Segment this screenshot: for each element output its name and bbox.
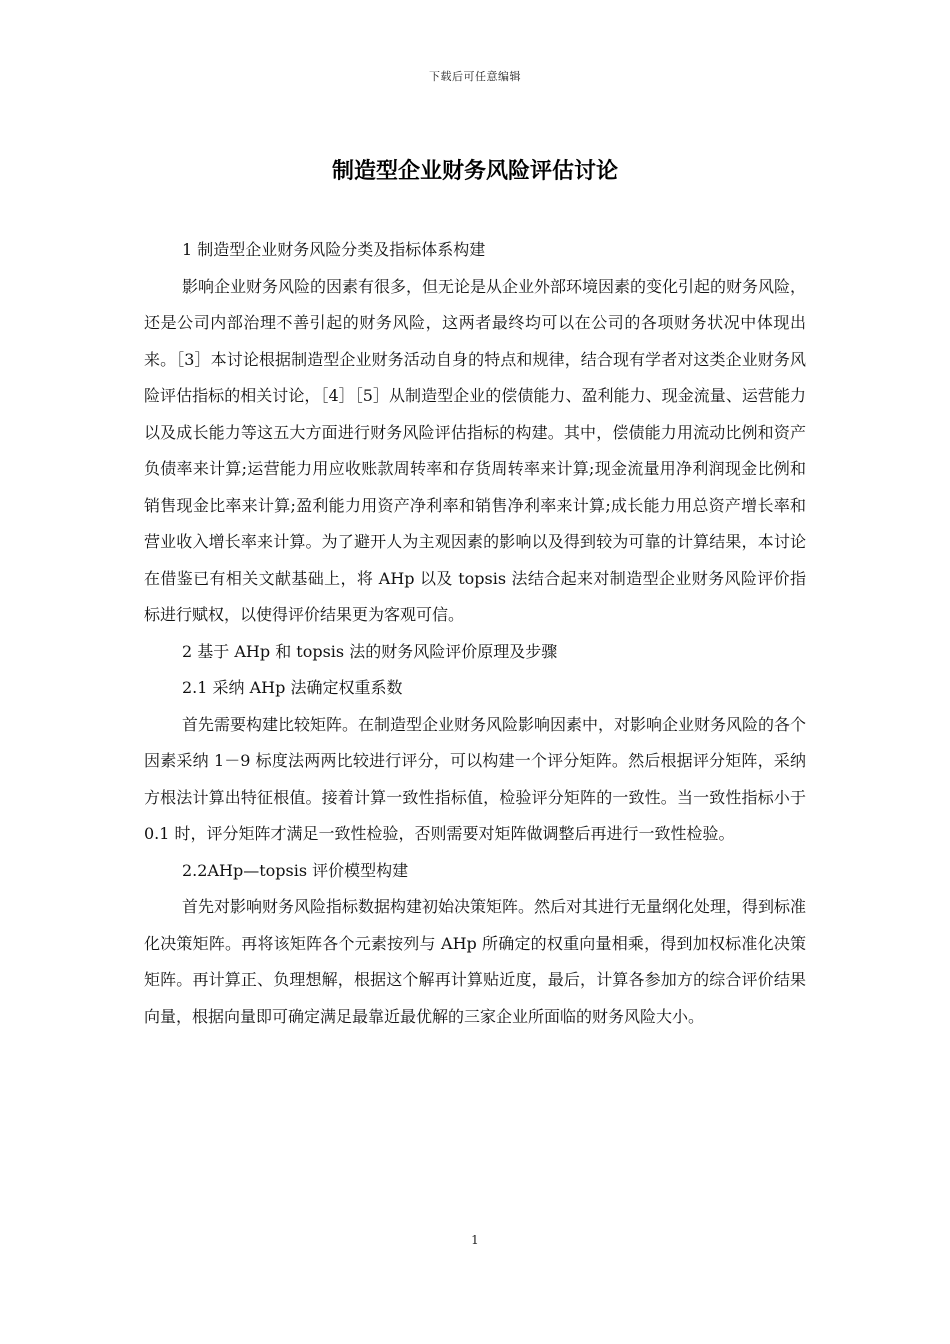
- subsection-heading-2-1: 2.1 采纳 AHp 法确定权重系数: [182, 678, 403, 697]
- page-number: 1: [471, 1233, 479, 1247]
- paragraph-financial-risk-indicators: 影响企业财务风险的因素有很多，但无论是从企业外部环境因素的变化引起的财务风险，还是公司内部治理不善引起的财务风险，这两者最终均可以在公司的各项财务状况中体现出来。［3］本讨论根据制造型企业财务活动自身的特点和规律，结合现有学者对这类企业财务风险评估指标的相关讨论，［4］［5］从制造型企业的偿债能力、盈利能力、现金流量、运营能力以及成长能力等这五大方面进行财务风险评估指标的构建。其中，偿债能力用流动比例和资产负债率来计算;运营能力用应收账款周转率和存货周转率来计算;现金流量用净利润现金比例和销售现金比率来计算;盈利能力用资产净利率和销售净利率来计算;成长能力用总资产增长率和营业收入增长率来计算。为了避开人为主观因素的影响以及得到较为可靠的计算结果，本讨论在借鉴已有相关文献基础上，将 AHp 以及 topsis 法结合起来对制造型企业财务风险评价指标进行赋权，以使得评价结果更为客观可信。: [144, 276, 807, 624]
- document-title: 制造型企业财务风险评估讨论: [331, 159, 618, 184]
- paragraph-ahp-topsis-model: 首先对影响财务风险指标数据构建初始决策矩阵。然后对其进行无量纲化处理，得到标准化决策矩阵。再将该矩阵各个元素按列与 AHp 所确定的权重向量相乘，得到加权标准化决策矩阵。再计算正、负理想解，根据这个解再计算贴近度，最后，计算各参加方的综合评价结果向量，根据向量即可确定满足最靠近最优解的三家企业所面临的财务风险大小。: [144, 897, 807, 1026]
- subsection-heading-2-2: 2.2AHp—topsis 评价模型构建: [182, 860, 409, 880]
- paragraph-ahp-weights: 首先需要构建比较矩阵。在制造型企业财务风险影响因素中，对影响企业财务风险的各个因素采纳 1－9 标度法两两比较进行评分，可以构建一个评分矩阵。然后根据评分矩阵，采纳方根法计算出特征根值。接着计算一致性指标值，检验评分矩阵的一致性。当一致性指标小于 0.1 时，评分矩阵才满足一致性检验，否则需要对矩阵做调整后再进行一致性检验。: [144, 714, 807, 843]
- page-header: 下载后可任意编辑: [429, 70, 521, 83]
- section-heading-1: 1 制造型企业财务风险分类及指标体系构建: [182, 240, 486, 259]
- document-body: [144, 232, 806, 1035]
- section-heading-2: 2 基于 AHp 和 topsis 法的财务风险评价原理及步骤: [182, 641, 558, 661]
